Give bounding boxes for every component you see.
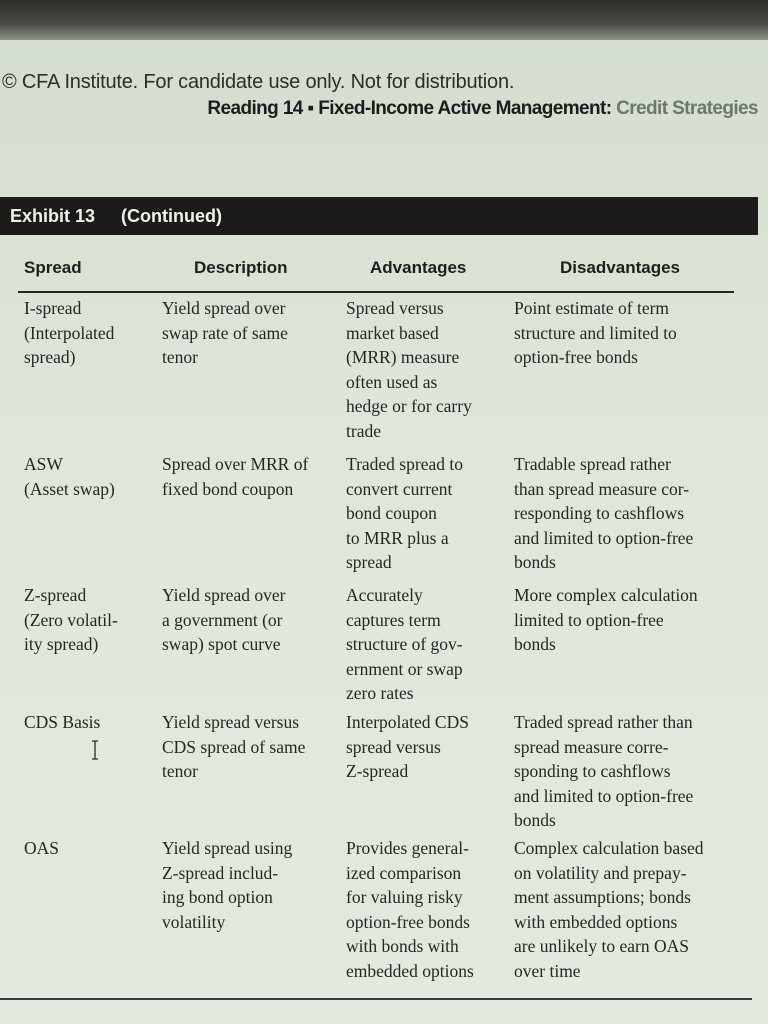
copyright-notice: © CFA Institute. For candidate use only. Not for distribution. xyxy=(2,71,515,93)
cell-line: (Asset swap) xyxy=(24,478,115,499)
cell-disadvantages xyxy=(514,452,742,575)
cell-disadvantages xyxy=(514,836,742,983)
cell-spread xyxy=(24,836,154,861)
cell-line: and limited to option-free xyxy=(514,527,694,548)
cell-advantages xyxy=(346,836,506,983)
cell-line: Accurately xyxy=(346,585,423,605)
cell-line: bonds xyxy=(514,810,556,830)
cell-line: often used as xyxy=(346,371,438,392)
cell-spread xyxy=(24,296,154,370)
cell-line: CDS spread of same xyxy=(162,736,306,757)
cell-line: Spread versus xyxy=(346,298,444,318)
cell-disadvantages xyxy=(514,710,742,833)
cell-line: Z-spread xyxy=(346,761,409,781)
cell-line: ing bond option xyxy=(162,887,273,907)
cell-line: ASW xyxy=(24,454,63,474)
cell-line: swap) spot curve xyxy=(162,634,281,654)
monitor-bezel xyxy=(0,0,768,40)
text-cursor-icon xyxy=(90,740,100,760)
exhibit-header-bar xyxy=(0,197,758,235)
column-header-description: Description xyxy=(194,258,288,277)
cell-line: bonds xyxy=(514,634,556,654)
cell-line: Interpolated CDS xyxy=(346,712,469,732)
cell-line: Provides general- xyxy=(346,838,469,858)
cell-line: More complex calculation xyxy=(514,585,698,605)
cell-line: fixed bond coupon xyxy=(162,478,294,499)
cell-line: structure and limited to xyxy=(514,322,677,343)
cell-line: limited to option-free xyxy=(514,609,664,630)
cell-line: option-free bonds xyxy=(346,911,470,932)
cell-line: ernment or swap xyxy=(346,658,463,679)
cell-disadvantages xyxy=(514,296,742,370)
cell-line: volatility xyxy=(162,911,226,932)
cell-line: Traded spread rather than xyxy=(514,712,693,732)
cell-line: a government (or xyxy=(162,609,283,630)
cell-line: tenor xyxy=(162,761,198,781)
cell-line: Tradable spread rather xyxy=(514,454,671,474)
cell-line: CDS Basis xyxy=(24,712,101,732)
cell-description xyxy=(162,452,340,501)
cell-disadvantages xyxy=(514,583,742,657)
cell-line: I-spread xyxy=(24,298,82,318)
cell-line: Yield spread over xyxy=(162,298,286,318)
cell-line: ment assumptions; bonds xyxy=(514,887,691,907)
cell-line: Z-spread xyxy=(24,585,87,605)
document-page xyxy=(0,40,768,1024)
cell-line: ized comparison xyxy=(346,862,462,883)
cell-line: Spread over MRR of xyxy=(162,454,309,474)
cell-line: bonds xyxy=(514,552,556,572)
cell-line: on volatility and prepay- xyxy=(514,862,687,883)
cell-spread xyxy=(24,583,154,657)
cell-spread xyxy=(24,452,154,501)
cell-line: Yield spread over xyxy=(162,585,286,605)
table-header-rule xyxy=(18,291,734,293)
cell-line: tenor xyxy=(162,347,198,367)
cell-line: convert current xyxy=(346,478,453,499)
cell-description xyxy=(162,710,340,784)
cell-line: Traded spread to xyxy=(346,454,463,474)
cell-advantages xyxy=(346,710,506,784)
cell-line: Yield spread using xyxy=(162,838,293,858)
cell-line: spread versus xyxy=(346,736,441,757)
reading-title-section: Credit Strategies xyxy=(616,98,758,119)
table-bottom-rule xyxy=(0,998,752,1000)
cell-line: captures term xyxy=(346,609,441,630)
cell-advantages xyxy=(346,452,506,575)
cell-line: embedded options xyxy=(346,960,474,981)
cell-line: market based xyxy=(346,322,439,343)
cell-line: spread xyxy=(346,552,392,572)
cell-advantages xyxy=(346,583,506,706)
cell-line: (Interpolated xyxy=(24,322,115,343)
cell-spread xyxy=(24,710,154,735)
cell-description xyxy=(162,296,340,370)
cell-line: hedge or for carry xyxy=(346,396,472,416)
cell-description xyxy=(162,583,340,657)
cell-line: Point estimate of term xyxy=(514,298,670,318)
cell-line: sponding to cashflows xyxy=(514,761,671,781)
cell-line: structure of gov- xyxy=(346,634,463,654)
cell-line: than spread measure cor- xyxy=(514,478,690,499)
cell-line: trade xyxy=(346,420,381,441)
cell-line: (Zero volatil- xyxy=(24,609,118,630)
column-header-advantages: Advantages xyxy=(370,258,467,277)
cell-advantages xyxy=(346,296,506,443)
exhibit-continued: (Continued) xyxy=(121,205,222,226)
cell-line: are unlikely to earn OAS xyxy=(514,936,689,956)
cell-line: spread) xyxy=(24,347,76,367)
cell-line: Yield spread versus xyxy=(162,712,300,732)
cell-line: zero rates xyxy=(346,683,414,703)
cell-line: ity spread) xyxy=(24,634,99,654)
cell-line: with embedded options xyxy=(514,911,678,932)
cell-line: over time xyxy=(514,960,581,981)
cell-line: and limited to option-free xyxy=(514,785,694,806)
cell-line: spread measure corre- xyxy=(514,736,669,757)
cell-line: for valuing risky xyxy=(346,887,463,907)
cell-line: with bonds with xyxy=(346,936,459,956)
cell-line: option-free bonds xyxy=(514,347,638,367)
cell-line: (MRR) measure xyxy=(346,347,460,367)
cell-line: Z-spread includ- xyxy=(162,862,279,883)
cell-line: bond coupon xyxy=(346,503,437,523)
column-header-spread: Spread xyxy=(24,258,82,277)
reading-title xyxy=(207,98,758,120)
reading-title-main: Reading 14 ▪ Fixed-Income Active Management: xyxy=(207,98,617,119)
column-header-disadvantages: Disadvantages xyxy=(560,258,680,277)
cell-line: responding to cashflows xyxy=(514,503,685,523)
cell-line: OAS xyxy=(24,838,60,858)
exhibit-label: Exhibit 13 xyxy=(10,205,96,226)
cell-description xyxy=(162,836,340,934)
cell-line: swap rate of same xyxy=(162,322,288,343)
cell-line: Complex calculation based xyxy=(514,838,704,858)
cell-line: to MRR plus a xyxy=(346,527,449,548)
